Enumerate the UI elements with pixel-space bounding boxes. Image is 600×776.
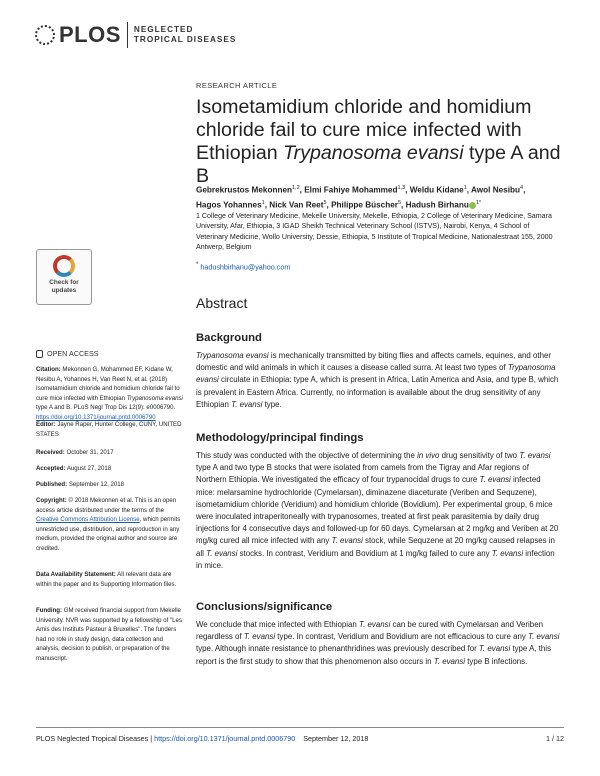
italic-term: T. evansi xyxy=(479,475,511,485)
author-list: Gebrekrustos Mekonnen$^{1,2}$, Elmi Fahiye Mohammed$^{1,3}$, Weldu Kidane$^1$, Awol Nesibu$^4$, Hagos Yohannes$^1$, Nick Van Reet$^5$, Philippe Büscher$^5$, Hadush Birhanu $^{1*}$ xyxy=(196,185,526,210)
article-title xyxy=(196,96,561,188)
data-availability-block xyxy=(36,570,186,589)
published-date xyxy=(36,480,186,490)
funding-label: Funding: xyxy=(36,607,63,614)
page-number: 1 / 12 xyxy=(546,734,564,743)
italic-term: T. evansi xyxy=(231,399,263,409)
affil-sup: 5 xyxy=(323,199,327,206)
page-footer xyxy=(36,734,564,743)
author[interactable]: Nick Van Reet xyxy=(269,200,324,210)
funding-text: GM received financial support from Mekelle University. NVR was supported by a fellowship of "Les Amis des Instituts Pasteur à Bruxelles". The funders had no role in study design, data collection and analysis, decision to publish, or preparation of the manuscript. xyxy=(36,607,182,662)
author[interactable]: Awol Nesibu xyxy=(471,185,520,195)
published-label: Published: xyxy=(36,481,68,488)
accepted-value: August 27, 2018 xyxy=(65,465,112,472)
plos-wordmark: PLOS xyxy=(59,22,121,47)
affil-sup: 1 xyxy=(463,185,467,191)
footer-separator: | xyxy=(148,734,155,743)
italic-term: T. evansi xyxy=(243,632,276,642)
text: is mechanically transmitted by biting flies and affects camels, equines, and other domestic and wild animals in which it causes a disease called surra. At least two types of xyxy=(196,351,551,373)
citation-text-end: type A and B. PLoS Negl Trop Dis 12(9): e0006790. xyxy=(36,404,176,412)
license-link[interactable]: Creative Commons Attribution License xyxy=(36,516,140,524)
abstract-heading: Abstract xyxy=(196,295,248,311)
affil-sup: 1 xyxy=(261,199,265,206)
funding-block xyxy=(36,606,186,664)
journal-name-line1: NEGLECTED xyxy=(133,25,194,34)
check-updates-line1: Check for xyxy=(49,279,79,286)
italic-term: in vivo xyxy=(417,451,440,460)
author[interactable]: Hagos Yohannes xyxy=(196,200,262,210)
italic-term: T. evansi xyxy=(491,548,524,558)
author[interactable]: Hadush Birhanu xyxy=(405,200,469,210)
conclusions-heading: Conclusions/significance xyxy=(196,601,333,613)
methodology-heading: Methodology/principal findings xyxy=(196,432,364,444)
title-text-end: type A and B xyxy=(196,142,561,187)
copyright-text: © 2018 Mekonnen et al. This is an open access article distributed under the terms of the xyxy=(36,497,177,514)
orcid-icon[interactable] xyxy=(469,202,476,209)
corresponding-mark: * xyxy=(196,262,199,268)
text: type B infections. xyxy=(465,656,528,666)
background-paragraph xyxy=(196,350,561,411)
text: stocks. In contrast, Veridium and Bovidium at 1 mg/kg failed to cure any xyxy=(237,548,492,558)
journal-name xyxy=(134,25,236,45)
received-date xyxy=(36,448,186,458)
text: This study was conducted with the objective of determining the xyxy=(196,451,418,460)
italic-term: T. evansi xyxy=(206,548,238,558)
italic-term: T. evansi xyxy=(433,656,466,666)
citation-text: Mekonnen G, Mohammed EF, Kidane W, Nesibu A, Yohannes H, Van Reet N, et al. (2018) Isometamidium chloride and homidium chloride fail to cure mice infected with Ethiopian xyxy=(36,366,180,402)
email-link[interactable]: hadushbirhanu@yahoo.com xyxy=(200,262,291,272)
editor-text: Jayne Raper, Hunter College, CUNY, UNITED STATES xyxy=(36,421,182,438)
methodology-paragraph xyxy=(196,450,561,572)
open-access-text: OPEN ACCESS xyxy=(47,349,99,358)
copyright-block xyxy=(36,496,186,554)
data-availability-label: Data Availability Statement: xyxy=(36,571,116,578)
received-label: Received: xyxy=(36,449,65,456)
citation-italic: Trypanosoma evansi xyxy=(126,394,183,402)
received-value: October 31, 2017 xyxy=(64,449,114,456)
background-heading: Background xyxy=(196,332,262,344)
footer-journal: PLOS Neglected Tropical Diseases xyxy=(36,734,149,743)
italic-term: T. evansi xyxy=(331,536,363,546)
article-type: RESEARCH ARTICLE xyxy=(196,81,278,90)
accepted-label: Accepted: xyxy=(36,465,66,472)
corresponding-mark: * xyxy=(478,199,482,206)
open-lock-icon xyxy=(36,350,43,358)
affil-sup: 1,3 xyxy=(397,185,406,191)
affil-sup: 5 xyxy=(397,199,402,206)
author[interactable]: Gebrekrustos Mekonnen xyxy=(196,185,292,195)
text: can be cured with Cymelarsan and Veriben regardless of xyxy=(196,620,543,642)
text: type A and two type B stocks that were isolated from camels from the Tigray and Afar regions of Northern Ethiopia. We investigated the efficacy of four trypanocidal drugs to cure xyxy=(196,463,529,485)
title-italic: Trypanosoma evansi xyxy=(283,142,464,164)
text: type A, this report is the first study to show that this phenomenon also occurs in xyxy=(196,644,552,666)
text: type. In contrast, Veridium and Bovidium are not efficacious to cure any xyxy=(275,632,529,642)
check-for-updates-badge[interactable] xyxy=(36,249,92,305)
citation-label: Citation: xyxy=(36,366,61,373)
citation-doi-link[interactable]: https://doi.org/10.1371/journal.pntd.0006790 xyxy=(36,413,156,421)
italic-term: T. evansi xyxy=(519,451,551,460)
plos-dots-icon xyxy=(35,25,55,45)
text: drug sensitivity of two xyxy=(439,451,520,460)
citation-block xyxy=(36,365,186,423)
check-updates-icon xyxy=(53,255,75,277)
author[interactable]: Elmi Fahiye Mohammed xyxy=(304,185,398,195)
copyright-text-end: , which permits unrestricted use, distribution, and reproduction in any medium, provided the original author and source are credited. xyxy=(36,516,181,552)
italic-term: Trypanosoma evansi xyxy=(196,351,269,360)
logo-divider xyxy=(127,22,128,48)
italic-term: T. evansi xyxy=(528,632,560,642)
italic-term: Trypanosoma evansi xyxy=(196,363,556,385)
editor-block xyxy=(36,420,186,439)
italic-term: T. evansi xyxy=(478,644,511,654)
check-updates-line2: updates xyxy=(51,286,77,294)
italic-term: T. evansi xyxy=(359,620,391,629)
footer-date: September 12, 2018 xyxy=(303,734,369,743)
published-value: September 12, 2018 xyxy=(67,481,125,488)
journal-logo xyxy=(35,22,236,48)
footer-divider xyxy=(36,727,564,728)
author[interactable]: Weldu Kidane xyxy=(409,185,464,195)
conclusions-paragraph xyxy=(196,619,561,668)
editor-label: Editor: xyxy=(36,421,56,428)
text: type. xyxy=(262,399,282,409)
affiliations: 1 College of Veterinary Medicine, Mekelle University, Mekelle, Ethiopia, 2 College of Veterinary Medicine, Samara University, Afar, Ethiopia, 3 IGAD Sheikh Technical Veterinary School (ISTVS), Nairobi, Kenya, 4 School of Veterinary Medicine, Wollo University, Dessie, Ethiopia, 5 Institute of Tropical Medicine, Nationalestraat 155, 2000 Antwerp, Belgium xyxy=(196,212,553,251)
affil-sup: 1,2 xyxy=(292,185,300,191)
text: infected mice: melarsamine hydrochloride (Cymelarsan), diminazene diaceturate (Veriben and Sequzene), isometamidium chloride (Veridium) and homidium chloride (Bovidium). Per experimental group, 6 mice were inoculated intraperitoneally with trypanosomes, treated at first peak parasitemia by daily drug injections for 4 consecutive days and followed-up for 60 days. Cymelarsan at 2 mg/kg and Veriben at 20 mg/kg cured all mice infected with any xyxy=(196,475,559,546)
corresponding-email xyxy=(196,262,561,271)
journal-name-line2: TROPICAL DISEASES xyxy=(133,35,237,44)
affil-sup: 4 xyxy=(520,185,524,191)
text: We conclude that mice infected with Ethiopian xyxy=(196,620,360,629)
text: stock, while Sequzene at 20 mg/kg caused relapses in all xyxy=(196,536,555,558)
copyright-label: Copyright: xyxy=(36,497,67,504)
author[interactable]: Philippe Büscher xyxy=(331,200,398,210)
text: circulate in Ethiopia: type A, which is present in Africa, Latin America and Asia, and type B, which is prevalent in Eastern Africa. Currently, no information is available about the drug sensitivity of any Ethiopian xyxy=(196,375,559,409)
title-text: Isometamidium chloride and homidium chloride fail to cure mice infected with Ethiopian xyxy=(196,96,532,164)
affil-sup: 1 xyxy=(475,199,479,206)
footer-doi-link[interactable]: https://doi.org/10.1371/journal.pntd.0006790 xyxy=(154,734,296,743)
text: type. Although innate resistance to phenanthridines was previously described for xyxy=(196,644,479,654)
accepted-date xyxy=(36,464,186,474)
text: infection in mice. xyxy=(196,548,555,570)
open-access-label xyxy=(36,349,99,358)
data-availability-text: All relevant data are within the paper and its Supporting Information files. xyxy=(36,571,177,588)
